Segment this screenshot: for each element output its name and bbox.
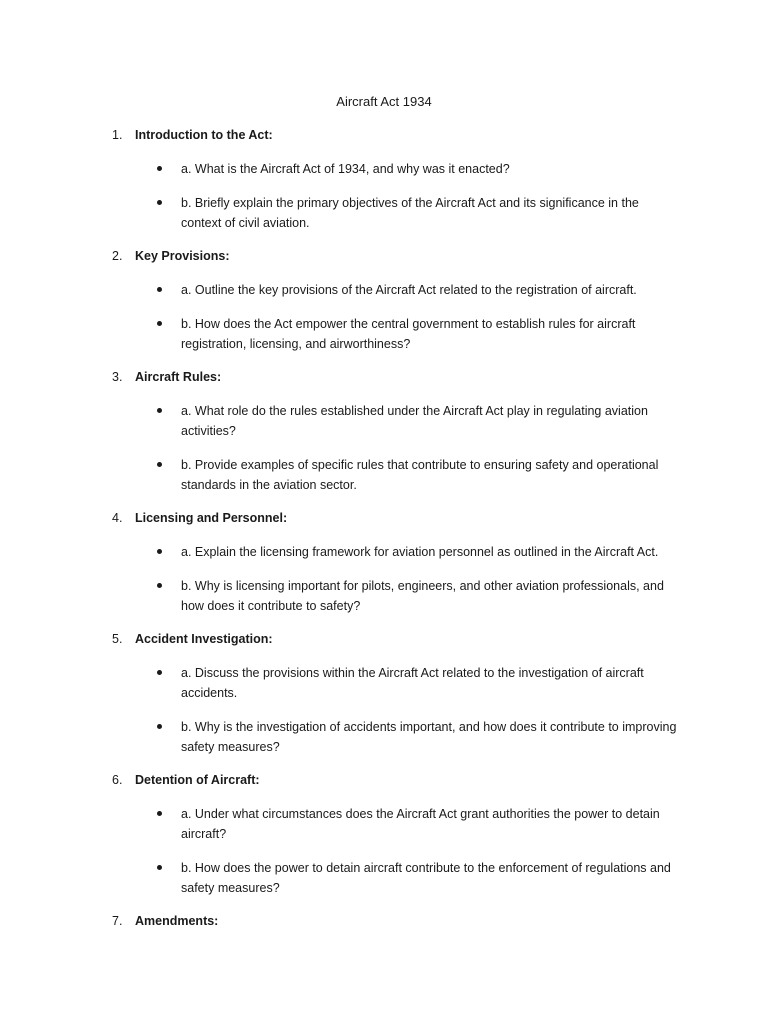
section <box>0 509 768 616</box>
question-list <box>0 280 768 354</box>
document-title: Aircraft Act 1934 <box>336 94 432 109</box>
list-item <box>0 193 768 233</box>
bullet-icon <box>157 724 162 729</box>
section <box>0 126 768 233</box>
bullet-icon <box>157 670 162 675</box>
section-heading: Licensing and Personnel: <box>135 511 288 525</box>
list-item <box>0 576 768 616</box>
bullet-icon <box>157 200 162 205</box>
section <box>0 630 768 757</box>
section <box>0 912 768 930</box>
question-list <box>0 804 768 898</box>
section-heading: Detention of Aircraft: <box>135 773 260 787</box>
section-header <box>0 912 768 930</box>
section-number: 1. <box>112 128 123 142</box>
section-header <box>0 126 768 144</box>
list-item <box>0 804 768 844</box>
section-header <box>0 509 768 527</box>
section <box>0 368 768 495</box>
question-text: b. How does the Act empower the central government to establish rules for aircraft registration, licensing, and airworthiness? <box>181 317 636 351</box>
list-item <box>0 542 768 562</box>
list-item <box>0 858 768 898</box>
question-text: a. What role do the rules established under the Aircraft Act play in regulating aviation activities? <box>181 404 648 438</box>
question-text: a. Explain the licensing framework for aviation personnel as outlined in the Aircraft Act. <box>181 545 659 559</box>
section-heading: Aircraft Rules: <box>135 370 222 384</box>
section-number: 4. <box>112 511 123 525</box>
section-header <box>0 368 768 386</box>
question-text: b. Why is licensing important for pilots, engineers, and other aviation professionals, and how does it contribute to safety? <box>181 579 664 613</box>
section-number: 5. <box>112 632 123 646</box>
bullet-icon <box>157 549 162 554</box>
section-heading: Introduction to the Act: <box>135 128 273 142</box>
bullet-icon <box>157 865 162 870</box>
list-item <box>0 717 768 757</box>
section-heading: Amendments: <box>135 914 219 928</box>
section-number: 6. <box>112 773 123 787</box>
section-heading: Key Provisions: <box>135 249 230 263</box>
section-number: 7. <box>112 914 123 928</box>
bullet-icon <box>157 811 162 816</box>
question-list <box>0 542 768 616</box>
question-text: b. Why is the investigation of accidents important, and how does it contribute to improving safety measures? <box>181 720 677 754</box>
list-item <box>0 401 768 441</box>
section-heading: Accident Investigation: <box>135 632 273 646</box>
bullet-icon <box>157 321 162 326</box>
bullet-icon <box>157 166 162 171</box>
section-header <box>0 247 768 265</box>
question-list <box>0 401 768 495</box>
list-item <box>0 159 768 179</box>
question-text: a. Discuss the provisions within the Aircraft Act related to the investigation of aircraft accidents. <box>181 666 644 700</box>
list-item <box>0 280 768 300</box>
section <box>0 771 768 898</box>
list-item <box>0 314 768 354</box>
question-text: b. How does the power to detain aircraft contribute to the enforcement of regulations and safety measures? <box>181 861 671 895</box>
question-text: a. What is the Aircraft Act of 1934, and why was it enacted? <box>181 162 510 176</box>
section <box>0 247 768 354</box>
section-number: 2. <box>112 249 123 263</box>
bullet-icon <box>157 583 162 588</box>
section-header <box>0 771 768 789</box>
list-item <box>0 663 768 703</box>
question-list <box>0 159 768 233</box>
bullet-icon <box>157 287 162 292</box>
section-number: 3. <box>112 370 123 384</box>
section-header <box>0 630 768 648</box>
question-sections <box>0 126 768 944</box>
question-list <box>0 663 768 757</box>
question-text: b. Briefly explain the primary objectives of the Aircraft Act and its significance in the context of civil aviation. <box>181 196 639 230</box>
list-item <box>0 455 768 495</box>
bullet-icon <box>157 408 162 413</box>
bullet-icon <box>157 462 162 467</box>
question-text: a. Under what circumstances does the Aircraft Act grant authorities the power to detain aircraft? <box>181 807 660 841</box>
question-text: a. Outline the key provisions of the Aircraft Act related to the registration of aircraft. <box>181 283 637 297</box>
question-text: b. Provide examples of specific rules that contribute to ensuring safety and operational standards in the aviation sector. <box>181 458 659 492</box>
